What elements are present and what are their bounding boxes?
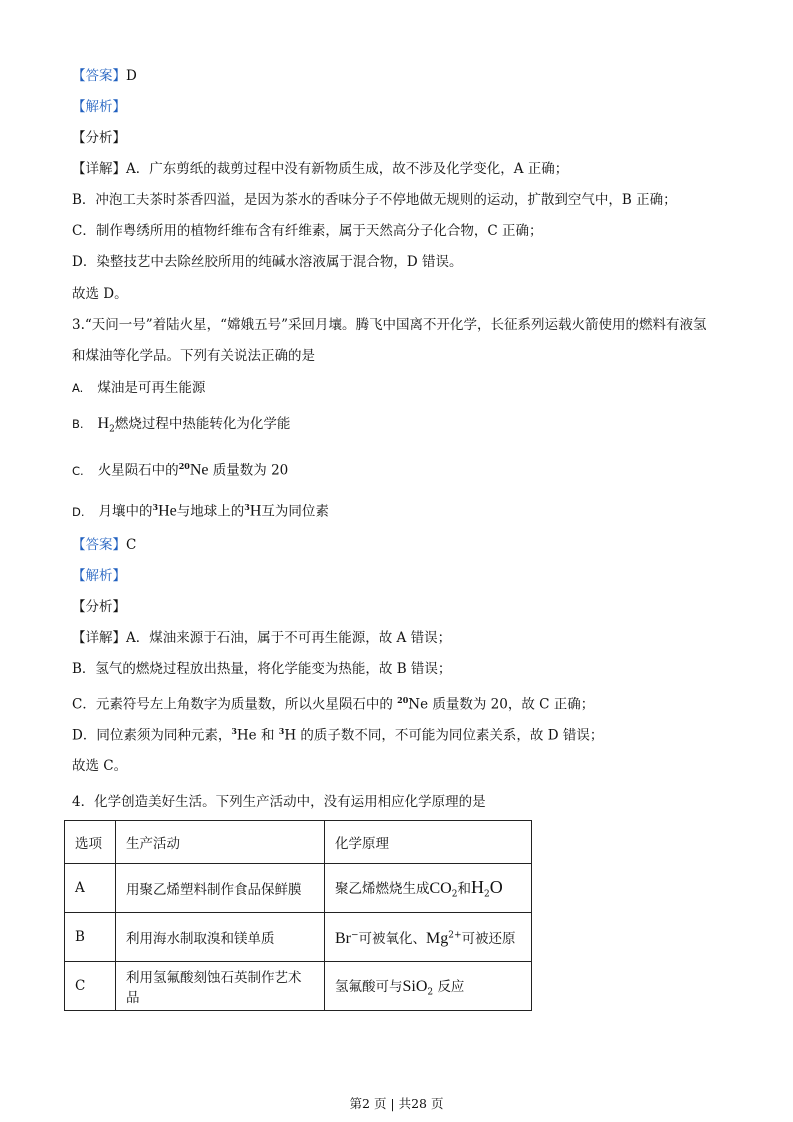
formula-sub: 2 <box>451 889 458 900</box>
q2-conclusion: 故选 D。 <box>72 286 128 302</box>
header-principle: 化学原理 <box>325 821 532 864</box>
cell-principle <box>325 913 532 962</box>
cell-option: C <box>65 962 116 1011</box>
table-row <box>65 962 532 1011</box>
q3-fenxi-tag <box>72 597 126 617</box>
detail-text: A．广东剪纸的裁剪过程中没有新物质生成，故不涉及化学变化，A 正确； <box>126 161 569 177</box>
q3-stem-line2: 和煤油等化学品。下列有关说法正确的是 <box>72 348 315 364</box>
principle-text: 聚乙烯燃烧生成 <box>335 880 430 897</box>
q3-detail-line-a <box>72 628 451 648</box>
ion-charge: 2+ <box>448 930 462 940</box>
mass-number: 20 <box>178 461 190 471</box>
q2-detail-line-d: D．染整技艺中去除丝胶所用的纯碱水溶液属于混合物，D 错误。 <box>72 254 463 270</box>
mass-number: 3 <box>244 502 250 512</box>
formula-sub: 2 <box>427 987 434 998</box>
formula-co: CO <box>429 879 452 897</box>
detail-text: H 的质子数不同，不可能为同位素关系，故 D 错误； <box>284 727 604 744</box>
q3-option-d <box>72 497 329 522</box>
mass-number: 3 <box>278 726 285 736</box>
element-symbol: He <box>158 502 177 520</box>
q2-analysis-tag <box>72 97 126 117</box>
formula-sio2: SiO <box>402 977 428 995</box>
cell-activity: 利用氢氟酸刻蚀石英制作艺术品 <box>116 962 325 1011</box>
q3-detail-line-b: B．氢气的燃烧过程放出热量，将化学能变为热能，故 B 错误； <box>72 661 452 677</box>
cell-option: B <box>65 913 116 962</box>
detail-text: He 和 <box>236 727 279 744</box>
formula-h: H <box>97 415 110 432</box>
element-symbol: H <box>249 502 262 520</box>
q2-detail-line-c: C．制作粤绣所用的植物纤维布含有纤维素，属于天然高分子化合物，C 正确； <box>72 223 543 239</box>
option-text: 质量数为 20 <box>212 462 289 479</box>
q4-stem: 4．化学创造美好生活。下列生产活动中，没有运用相应化学原理的是 <box>72 794 486 810</box>
q2-detail-line-a <box>72 159 568 179</box>
cell-activity: 利用海水制取溴和镁单质 <box>116 913 325 962</box>
principle-text: 可被还原 <box>461 930 516 947</box>
mass-number: 20 <box>397 695 409 705</box>
fenxi-tag: 【分析】 <box>72 599 126 615</box>
option-text: 燃烧过程中热能转化为化学能 <box>114 416 291 432</box>
header-option: 选项 <box>65 821 116 864</box>
detail-text: Ne 质量数为 20，故 C 正确； <box>408 696 595 713</box>
q2-fenxi-tag <box>72 128 126 148</box>
answer-tag: 【答案】 <box>72 68 126 84</box>
cell-option: A <box>65 864 116 913</box>
detail-text: D．同位素须为同种元素， <box>72 727 232 744</box>
analysis-tag: 【解析】 <box>72 99 126 115</box>
q3-detail-line-d <box>72 721 603 746</box>
option-text: 火星陨石中的 <box>97 462 179 479</box>
answer-value: C <box>126 537 137 553</box>
header-activity: 生产活动 <box>116 821 325 864</box>
option-text: 煤油是可再生能源 <box>97 380 206 396</box>
page-footer: 第2 页 | 共28 页 <box>349 1096 444 1111</box>
table-row <box>65 864 532 913</box>
cell-activity: 用聚乙烯塑料制作食品保鲜膜 <box>116 864 325 913</box>
formula-sub: 2 <box>483 889 490 900</box>
detail-tag: 【详解】 <box>72 630 126 646</box>
q4-table <box>64 820 532 1011</box>
q3-answer-line <box>72 535 136 555</box>
option-label: A. <box>72 381 84 395</box>
answer-value: D <box>126 68 137 84</box>
q3-option-b <box>72 414 290 440</box>
detail-text: C．元素符号左上角数字为质量数，所以火星陨石中的 <box>72 696 398 713</box>
q2-answer-line <box>72 66 137 86</box>
cell-principle <box>325 864 532 913</box>
option-text: 月壤中的 <box>98 503 153 520</box>
principle-text: 可被氧化、 <box>358 930 427 947</box>
ion-mg: Mg <box>426 929 449 947</box>
analysis-tag: 【解析】 <box>72 568 126 584</box>
formula-h: H <box>470 876 484 897</box>
cell-principle <box>325 962 532 1011</box>
detail-tag: 【详解】 <box>72 161 126 177</box>
q3-detail-line-c <box>72 690 594 715</box>
ion-br: Br <box>335 929 351 947</box>
q3-stem-line1: 3.“天问一号”着陆火星，“嫦娥五号”采回月壤。腾飞中国离不开化学，长征系列运载火箭使用的燃料有液氢 <box>72 317 707 333</box>
principle-text: 氢氟酸可与 <box>335 978 403 995</box>
q3-analysis-tag <box>72 566 126 586</box>
mass-number: 3 <box>152 502 159 512</box>
q2-detail-line-b: B．冲泡工夫茶时茶香四溢，是因为茶水的香味分子不停地做无规则的运动，扩散到空气中，B 正确； <box>72 192 677 208</box>
option-label: B. <box>72 417 84 431</box>
principle-text: 反应 <box>437 978 465 995</box>
fenxi-tag: 【分析】 <box>72 130 126 146</box>
formula-sub: 2 <box>109 424 115 435</box>
formula-o: O <box>489 876 503 897</box>
principle-text: 和 <box>457 880 471 897</box>
detail-text: A．煤油来源于石油，属于不可再生能源，故 A 错误； <box>126 630 452 646</box>
table-row <box>65 913 532 962</box>
answer-tag: 【答案】 <box>72 537 126 553</box>
q3-conclusion: 故选 C。 <box>72 758 128 774</box>
option-label: D. <box>72 504 85 519</box>
option-text: 互为同位素 <box>261 503 329 520</box>
q3-option-c <box>72 456 288 481</box>
ion-charge: − <box>351 930 359 940</box>
table-header-row <box>65 821 532 864</box>
option-text: 与地球上的 <box>176 503 245 520</box>
mass-number: 3 <box>231 726 237 736</box>
option-label: C. <box>72 463 84 478</box>
q3-option-a <box>72 378 205 398</box>
element-symbol: Ne <box>189 461 209 479</box>
